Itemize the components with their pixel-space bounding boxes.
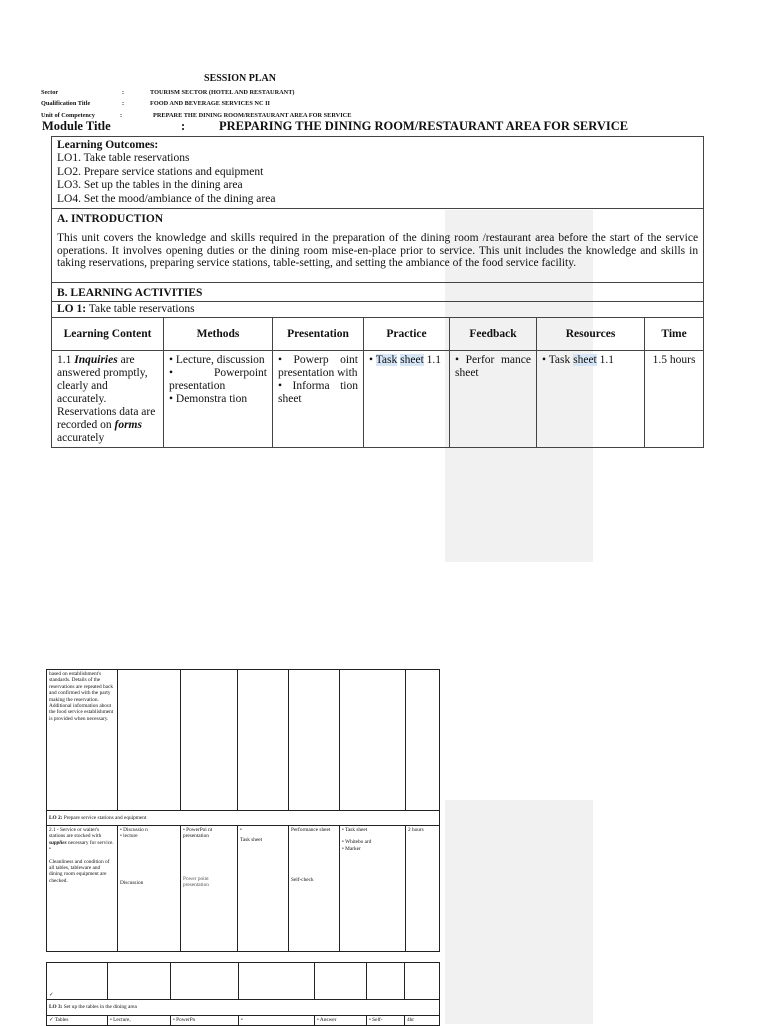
feedback-cell: • Perfor mance sheet [450,351,537,448]
resources-text: 1.1 [596,354,615,367]
activities-heading-row [52,283,704,302]
time-cell: 4hr [405,1016,440,1026]
column-header-row [52,318,704,351]
feedback-item: Performance sheet [291,827,331,833]
content-keyword: supplies [49,839,67,846]
content-number: 1.1 [57,354,75,367]
content-keyword: forms [114,419,142,432]
lo1-label: LO 1: [57,303,87,316]
practice-highlight: sheet [400,354,424,367]
practice-item: Task sheet [240,837,263,844]
lo3-text: Set up the tables in the dining area [62,1004,137,1011]
presentation-item: • Powerp oint presentation with [278,354,358,380]
gray-panel-lower [445,800,593,1024]
lo3-cell [47,1000,440,1016]
col-header-presentation: Presentation [273,318,364,351]
presentation-cell [181,826,238,952]
content-bullet: • [49,846,51,853]
learning-outcomes-cell [52,137,704,209]
col-header-learning-content: Learning Content [52,318,164,351]
module-title-value: PREPARING THE DINING ROOM/RESTAURANT AREA FOR SERVICE [219,119,629,133]
presentation-item: • Informa tion sheet [278,380,358,406]
learning-outcome-item: LO3. Set up the tables in the dining area [57,179,243,192]
learning-content-cell: ✓ Tables [47,1016,108,1026]
col-header-practice: Practice [364,318,450,351]
learning-outcome-item: LO4. Set the mood/ambiance of the dining area [57,192,276,205]
activity-row-3-1 [47,1016,440,1026]
col-header-resources: Resources [537,318,645,351]
lo3-label: LO 3: [49,1004,63,1011]
empty-cell [239,963,315,1000]
header-value: TOURISM SECTOR (HOTEL AND RESTAURANT) [150,89,295,96]
check-cell: ✓ [47,963,108,1000]
resources-cell [340,826,406,952]
header-colon: : [120,112,123,119]
learning-outcomes-row [52,137,704,209]
practice-bullet: • [369,354,376,367]
methods-cell [164,351,273,448]
presentation-cell [273,351,364,448]
empty-cell [171,963,239,1000]
presentation-item: Power point presentation [183,875,209,889]
header-value: PREPARE THE DINING ROOM/RESTAURANT AREA FOR SERVICE [153,112,352,119]
empty-cell [367,963,405,1000]
content-text: 2.1 - Service or waiter's stations are stocked with [49,827,102,840]
learning-outcomes-heading: Learning Outcomes: [57,139,159,151]
time-cell: 1.5 hours [645,351,704,448]
header-colon: : [122,89,125,96]
content-text: accurately [57,432,105,445]
empty-cell [289,670,340,811]
module-title-colon: : [181,119,186,133]
methods-cell: • Lecture, [108,1016,171,1026]
header-label: Sector [41,89,59,96]
introduction-text: This unit covers the knowledge and skills required in the preparation of the dining room /restaurant area before the start of the service operations. It involves opening duties or the dining room mise-en-place prior to service. This unit includes the knowledge and skills in taking reservations, preparing service stations, table-setting, and setting the ambiance of the food service facility. [57,232,699,270]
presentation-item: • PowerPoi nt presentation [183,827,213,840]
resources-item: • Whitebo ard [342,839,372,846]
header-value: FOOD AND BEVERAGE SERVICES NC II [150,100,270,107]
learning-content-cell [47,826,118,952]
learning-content-cell [52,351,164,448]
methods-cell [118,826,181,952]
col-header-time: Time [645,318,704,351]
check-row [47,963,440,1000]
practice-bullet: • [240,827,242,833]
col-header-feedback: Feedback [450,318,537,351]
lo3-row [47,1000,440,1016]
lo1-row [52,302,704,318]
introduction-heading: A. INTRODUCTION [57,213,164,226]
resources-cell: • Self- [367,1016,405,1026]
resources-cell [537,351,645,448]
activity-row-2-1 [47,826,440,952]
feedback-cell [315,1016,367,1026]
session-plan-table-lo3 [46,962,440,1026]
module-title-row [0,119,700,134]
activities-heading: B. LEARNING ACTIVITIES [52,283,704,302]
session-plan-table-continued [46,669,440,952]
content-keyword: Inquiries [74,354,118,367]
feedback-item: Answer [319,1017,337,1023]
activity-row-1-1 [52,351,704,448]
lo1-cell [52,302,704,318]
lo2-cell [47,811,440,826]
practice-cell [364,351,450,448]
content-text: necessary for service. [66,839,114,846]
header-colon: : [122,100,125,107]
module-title-label: Module Title [42,119,111,133]
session-plan-table [51,136,704,448]
content-text: are answered promptly, clearly and accurately. Reservations data are recorded on [57,354,156,432]
empty-cell [238,670,289,811]
resources-item: • Marker [342,845,361,852]
presentation-cell: • PowerPo [171,1016,239,1026]
feedback-bullet: • [317,1017,319,1023]
method-item: Discussion [120,879,144,886]
practice-text: 1.1 [423,354,442,367]
col-header-methods: Methods [164,318,273,351]
method-item: • Lecture, discussion [169,354,265,367]
empty-cell [405,963,440,1000]
feedback-item: Self-check [291,877,314,884]
empty-cell [406,670,440,811]
lo2-label: LO 2: [49,814,63,821]
empty-cell [340,670,406,811]
resources-highlight: sheet [573,354,597,367]
empty-cell [315,963,367,1000]
header-row-sector [0,89,480,97]
method-item: • lecture [120,833,138,840]
header-label: Qualification Title [41,100,91,107]
lo1-text: Take table reservations [86,303,195,316]
lo2-text: Prepare service stations and equipment [62,814,147,821]
method-item: • Powerpoint presentation [169,367,267,393]
continued-content-cell: based on establishment's standards. Details of the reservations are repeated back and confirmed with the party making the reservation. Additional information about the food service establishment is provided when necessary. [47,670,118,811]
lo2-row [47,811,440,826]
empty-cell [108,963,171,1000]
resources-item: • Task sheet [342,827,368,833]
header-label: Unit of Competency [41,112,95,119]
introduction-cell [52,209,704,283]
continued-row [47,670,440,811]
practice-highlight: Task [375,354,398,367]
empty-cell [181,670,238,811]
practice-cell [238,826,289,952]
empty-cell [118,670,181,811]
introduction-row [52,209,704,283]
content-text: Cleanliness and condition of all tables, tableware and dining room equipment are checked. [49,858,110,884]
header-row-qualification [0,100,480,108]
learning-outcome-item: LO1. Take table reservations [57,152,190,165]
method-item: • Demonstra tion [169,393,248,406]
method-item: • Discussio n [120,827,148,833]
feedback-cell [289,826,340,952]
time-cell: 2 hours [406,826,440,952]
document-title: SESSION PLAN [204,73,276,84]
resources-text: • Task [542,354,574,367]
practice-cell: • [239,1016,315,1026]
learning-outcome-item: LO2. Prepare service stations and equipment [57,165,264,178]
